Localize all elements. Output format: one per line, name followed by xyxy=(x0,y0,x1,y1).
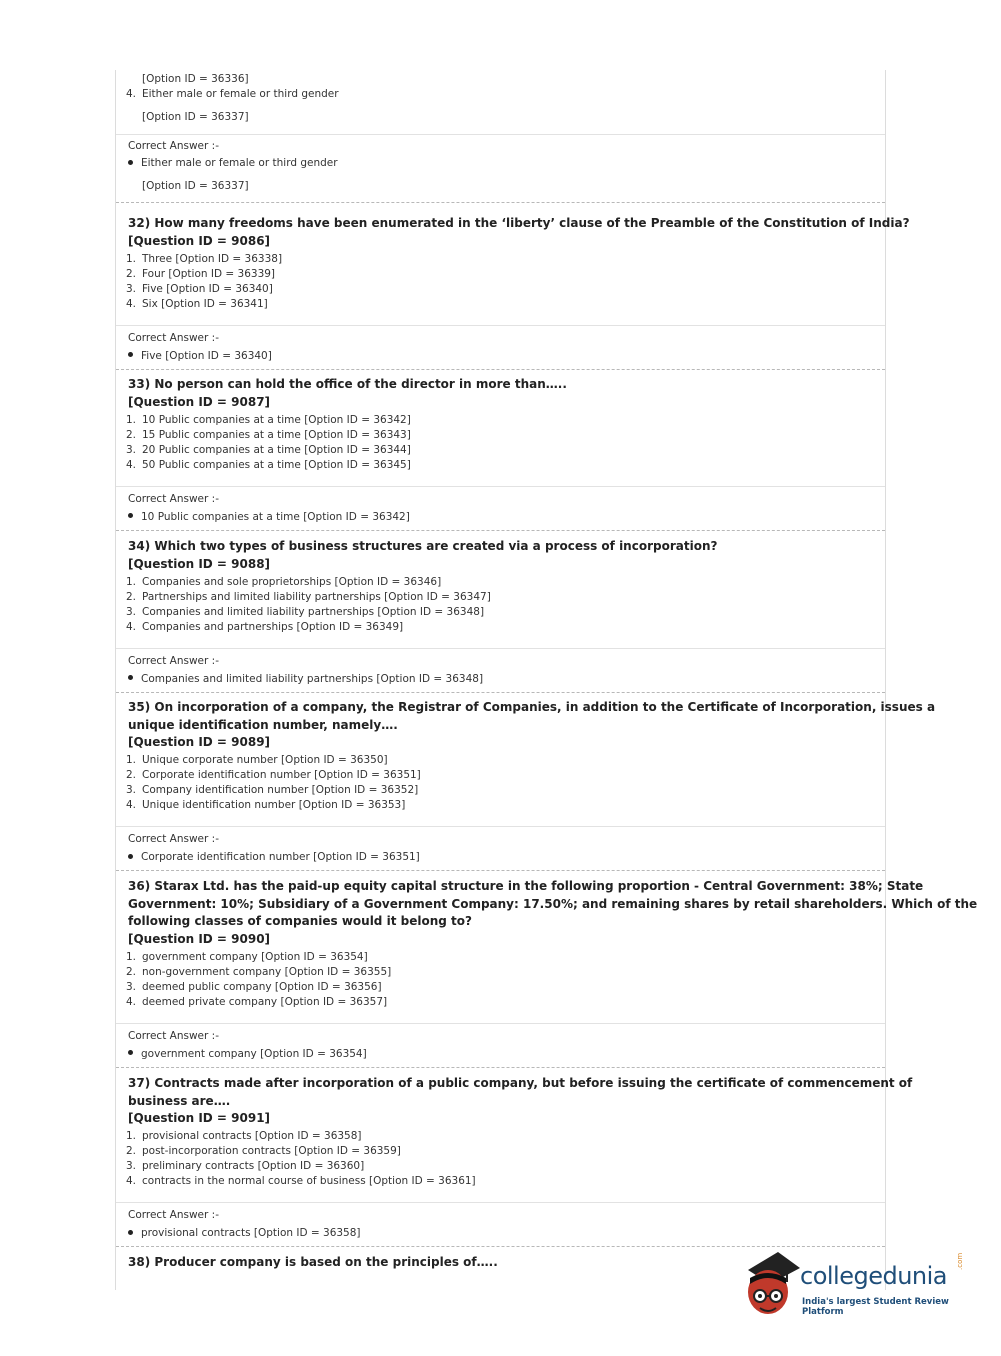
option-text: Four [Option ID = 36339] xyxy=(142,267,276,280)
option-number: 1. xyxy=(126,252,137,265)
option-number: 3. xyxy=(126,605,137,618)
question-text: 33) No person can hold the office of the director in more than….. xyxy=(128,377,567,391)
option-id: [Option ID = 36337] xyxy=(142,111,249,123)
option-number: 1. xyxy=(126,575,137,588)
correct-answer: Five [Option ID = 36340] xyxy=(128,350,272,362)
correct-answer: provisional contracts [Option ID = 36358] xyxy=(128,1227,361,1239)
option-text: Partnerships and limited liability partnerships [Option ID = 36347] xyxy=(142,590,491,603)
option-text: 50 Public companies at a time [Option ID = 36345] xyxy=(142,458,411,471)
option-number: 3. xyxy=(126,784,137,796)
correct-answer: government company [Option ID = 36354] xyxy=(128,1048,367,1060)
option-text: Companies and partnerships [Option ID = 36349] xyxy=(142,620,404,633)
option-number: 2. xyxy=(126,769,137,781)
option-text: Three [Option ID = 36338] xyxy=(142,252,283,265)
option-item xyxy=(126,981,382,993)
correct-answer-label: Correct Answer :- xyxy=(128,492,219,505)
option-text: Either male or female or third gender xyxy=(142,88,339,100)
question-text: 36) Starax Ltd. has the paid-up equity capital structure in the following proportion - Central Government: 38%; State xyxy=(128,879,924,893)
option-item xyxy=(126,298,268,310)
option-text: 20 Public companies at a time [Option ID = 36344] xyxy=(142,443,411,456)
correct-answer: Either male or female or third gender xyxy=(128,157,338,169)
option-id: [Option ID = 36336] xyxy=(142,73,249,85)
option-text: Corporate identification number [Option ID = 36351] xyxy=(142,769,421,781)
option-text: deemed public company [Option ID = 36356] xyxy=(142,980,382,993)
question-block xyxy=(116,363,885,487)
option-text: provisional contracts [Option ID = 36358] xyxy=(142,1130,362,1142)
question-text: 37) Contracts made after incorporation of a public company, but before issuing the certificate of commencement of xyxy=(128,1076,913,1090)
answer-block xyxy=(116,1024,885,1068)
option-number: 4. xyxy=(126,458,137,471)
bullet-icon xyxy=(128,854,133,859)
option-number: 2. xyxy=(126,590,137,603)
question-text: 35) On incorporation of a company, the Registrar of Companies, in addition to the Certificate of Incorporation, issues a xyxy=(128,700,936,714)
question-id: [Question ID = 9087] xyxy=(128,394,271,409)
bullet-icon xyxy=(128,675,133,680)
brand-name: collegedunia xyxy=(800,1262,948,1290)
answer-block xyxy=(116,487,885,531)
option-number: 3. xyxy=(126,980,137,993)
question-block xyxy=(116,1062,913,1203)
option-number: 1. xyxy=(126,1130,137,1142)
option-text: Six [Option ID = 36341] xyxy=(142,297,268,310)
option-item xyxy=(126,1175,476,1187)
option-number: 3. xyxy=(126,1160,137,1172)
continued-answer xyxy=(116,134,885,203)
bullet-icon xyxy=(128,160,133,165)
option-text: non-government company [Option ID = 36355] xyxy=(142,965,392,978)
option-number: 1. xyxy=(126,413,137,426)
question-id: [Question ID = 9086] xyxy=(128,233,271,248)
option-text: 10 Public companies at a time [Option ID = 36342] xyxy=(142,413,411,426)
option-item xyxy=(126,996,387,1008)
option-text: preliminary contracts [Option ID = 36360] xyxy=(142,1160,365,1172)
option-text: post-incorporation contracts [Option ID = 36359] xyxy=(142,1145,401,1157)
option-text: contracts in the normal course of business [Option ID = 36361] xyxy=(142,1175,476,1187)
document-page xyxy=(115,70,978,1290)
question-id: [Question ID = 9091] xyxy=(128,1111,271,1125)
option-number: 3. xyxy=(126,443,137,456)
option-number: 4. xyxy=(126,620,137,633)
option-number: 4. xyxy=(126,799,137,811)
correct-answer-label: Correct Answer :- xyxy=(128,654,219,667)
correct-answer-label: Correct Answer :- xyxy=(128,1209,219,1221)
option-number: 2. xyxy=(126,428,137,441)
correct-answer-label: Correct Answer :- xyxy=(128,331,219,344)
option-text: Company identification number [Option ID = 36352] xyxy=(142,784,419,796)
question-text: unique identification number, namely…. xyxy=(128,717,398,732)
option-item xyxy=(126,1130,362,1142)
option-text: Five [Option ID = 36340] xyxy=(142,282,273,295)
question-text: 34) Which two types of business structures are created via a process of incorporation? xyxy=(128,539,718,553)
option-number: 4. xyxy=(126,995,137,1008)
option-number: 2. xyxy=(126,1145,137,1157)
option-text: Unique corporate number [Option ID = 36350] xyxy=(142,754,388,766)
option-item xyxy=(126,1160,364,1172)
option-number: 2. xyxy=(126,267,137,280)
question-text: 32) How many freedoms have been enumerated in the ‘liberty’ clause of the Preamble of the Constitution of India? xyxy=(128,216,910,230)
option-item xyxy=(126,799,405,811)
option-item xyxy=(126,268,275,280)
question-block xyxy=(116,865,978,1024)
option-number: 2. xyxy=(126,965,137,978)
continued-options xyxy=(116,70,885,135)
correct-answer-label: Correct Answer :- xyxy=(128,1029,219,1042)
bullet-icon xyxy=(128,352,133,357)
option-item xyxy=(126,414,411,426)
option-item xyxy=(126,784,418,796)
option-item xyxy=(126,429,411,441)
option-text: Companies and sole proprietorships [Option ID = 36346] xyxy=(142,575,442,588)
option-item xyxy=(126,951,368,963)
option-number: 3. xyxy=(126,282,137,295)
question-block xyxy=(116,202,910,326)
option-item xyxy=(126,606,484,618)
question-text: following classes of companies would it belong to? xyxy=(128,914,472,928)
option-number: 1. xyxy=(126,950,137,963)
option-item xyxy=(126,591,491,603)
question-text: business are…. xyxy=(128,1093,231,1108)
option-item xyxy=(126,966,391,978)
option-text: government company [Option ID = 36354] xyxy=(142,950,368,963)
brand-tagline: India's largest Student Review Platform xyxy=(802,1297,949,1317)
option-id: [Option ID = 36337] xyxy=(142,180,249,192)
correct-answer: Corporate identification number [Option ID = 36351] xyxy=(128,851,420,863)
option-text: deemed private company [Option ID = 36357] xyxy=(142,995,388,1008)
correct-answer: Companies and limited liability partnerships [Option ID = 36348] xyxy=(128,673,483,685)
option-item xyxy=(126,576,441,588)
collegedunia-logo xyxy=(742,1248,972,1320)
option-number: 1. xyxy=(126,754,137,766)
option-item xyxy=(126,1145,401,1157)
option-number: 4. xyxy=(126,297,137,310)
question-text: 38) Producer company is based on the principles of….. xyxy=(128,1255,498,1269)
option-item xyxy=(126,283,273,295)
bullet-icon xyxy=(128,513,133,518)
correct-answer: 10 Public companies at a time [Option ID = 36342] xyxy=(128,511,410,523)
option-item xyxy=(126,754,388,766)
question-text: Government: 10%; Subsidiary of a Government Company: 17.50%; and remaining shares by retail shareholders. Which of the xyxy=(128,896,978,911)
correct-answer-label: Correct Answer :- xyxy=(128,140,219,152)
option-text: 15 Public companies at a time [Option ID = 36343] xyxy=(142,428,411,441)
option-item xyxy=(126,444,411,456)
option-item xyxy=(126,621,403,633)
answer-block xyxy=(116,1203,885,1247)
option-number: 4. xyxy=(126,1175,137,1187)
option-item xyxy=(126,253,282,265)
bullet-icon xyxy=(128,1230,133,1235)
mascot-icon xyxy=(742,1248,802,1320)
option-text: Companies and limited liability partnerships [Option ID = 36348] xyxy=(142,605,485,618)
question-id: [Question ID = 9089] xyxy=(128,735,271,749)
question-id: [Question ID = 9090] xyxy=(128,931,271,946)
option-item xyxy=(126,459,411,471)
question-block xyxy=(116,686,936,827)
bullet-icon xyxy=(128,1050,133,1055)
question-id: [Question ID = 9088] xyxy=(128,556,271,571)
option-text: Unique identification number [Option ID = 36353] xyxy=(142,799,406,811)
option-item: 4. Either male or female or third gender xyxy=(126,88,339,100)
correct-answer-label: Correct Answer :- xyxy=(128,833,219,845)
question-block xyxy=(116,525,885,649)
brand-domain: .com xyxy=(956,1252,964,1270)
option-item xyxy=(126,769,421,781)
